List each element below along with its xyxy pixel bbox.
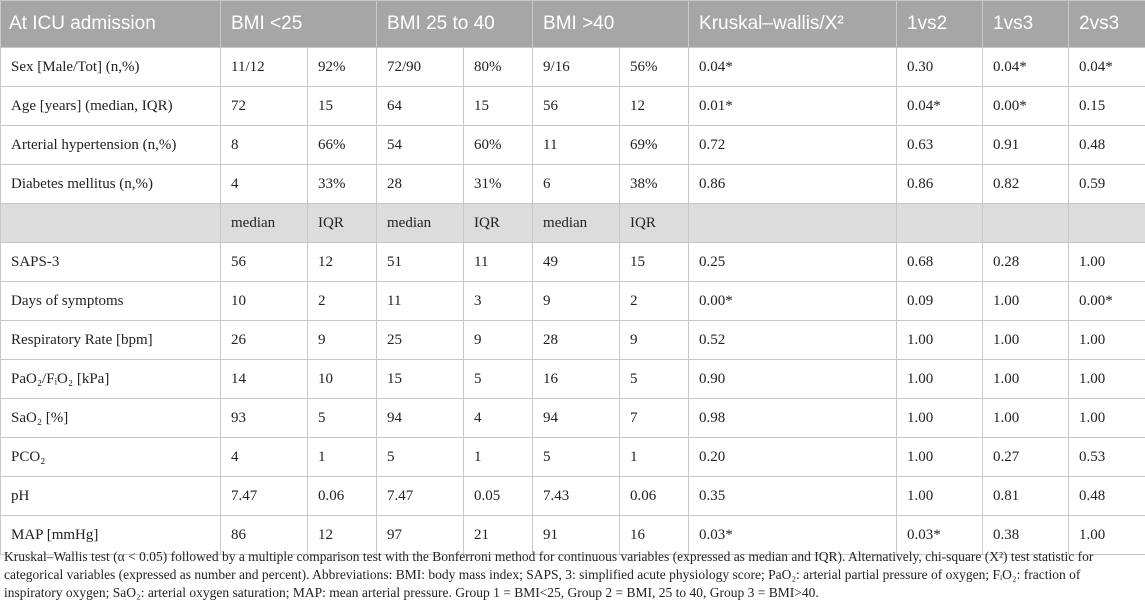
table-cell: 9 [308, 321, 377, 360]
table-row [1, 48, 1145, 87]
table-cell: 12 [308, 516, 377, 555]
table-cell: 26 [221, 321, 308, 360]
table-cell: 15 [620, 243, 689, 282]
header-bmi-under-25: BMI <25 [221, 1, 377, 48]
table-cell: 2 [620, 282, 689, 321]
table-cell: 0.04* [689, 48, 897, 87]
table-cell: 3 [464, 282, 533, 321]
table-cell: 16 [533, 360, 620, 399]
table-cell: 5 [620, 360, 689, 399]
table-cell: 0.09 [897, 282, 983, 321]
table-cell: 0.52 [689, 321, 897, 360]
row-label: SAPS-3 [1, 243, 221, 282]
table-cell: 86 [221, 516, 308, 555]
table-cell: 10 [221, 282, 308, 321]
table-cell: 9 [533, 282, 620, 321]
table-cell: 56% [620, 48, 689, 87]
subheader-cell [983, 204, 1069, 243]
table-cell: 0.06 [620, 477, 689, 516]
table-cell: 91 [533, 516, 620, 555]
table-cell: 0.35 [689, 477, 897, 516]
header-bmi-25-to-40: BMI 25 to 40 [377, 1, 533, 48]
row-label: Arterial hypertension (n,%) [1, 126, 221, 165]
table-cell: 16 [620, 516, 689, 555]
table-cell: 0.98 [689, 399, 897, 438]
table-cell: 1.00 [897, 399, 983, 438]
table-cell: 12 [308, 243, 377, 282]
subheader-cell: median [221, 204, 308, 243]
table-cell: 5 [308, 399, 377, 438]
table-cell: 0.90 [689, 360, 897, 399]
table-cell: 5 [533, 438, 620, 477]
header-2vs3: 2vs3 [1069, 1, 1145, 48]
table-cell: 1 [464, 438, 533, 477]
table-cell: 49 [533, 243, 620, 282]
subheader-cell: IQR [620, 204, 689, 243]
subheader-row [1, 204, 1145, 243]
row-label: SaO₂ [%] [1, 399, 221, 438]
table-cell: 94 [533, 399, 620, 438]
table-cell: 54 [377, 126, 464, 165]
header-1vs2: 1vs2 [897, 1, 983, 48]
table-cell: 0.38 [983, 516, 1069, 555]
continuous-rows [1, 243, 1145, 555]
table-cell: 0.06 [308, 477, 377, 516]
table-cell: 0.82 [983, 165, 1069, 204]
table-cell: 0.48 [1069, 477, 1145, 516]
row-label: Age [years] (median, IQR) [1, 87, 221, 126]
table-cell: 0.48 [1069, 126, 1145, 165]
table-cell: 1.00 [897, 321, 983, 360]
table-cell: 0.03* [689, 516, 897, 555]
table-cell: 69% [620, 126, 689, 165]
table-cell: 4 [464, 399, 533, 438]
subheader-cell [689, 204, 897, 243]
table-cell: 0.86 [689, 165, 897, 204]
table-cell: 0.30 [897, 48, 983, 87]
table-cell: 97 [377, 516, 464, 555]
subheader-cell: median [377, 204, 464, 243]
table-cell: 1 [308, 438, 377, 477]
table-cell: 64 [377, 87, 464, 126]
table-cell: 51 [377, 243, 464, 282]
table-cell: 10 [308, 360, 377, 399]
table-cell: 1.00 [1069, 516, 1145, 555]
subheader-cell [1069, 204, 1145, 243]
table-cell: 2 [308, 282, 377, 321]
table-cell: 33% [308, 165, 377, 204]
row-label: Diabetes mellitus (n,%) [1, 165, 221, 204]
table-cell: 0.53 [1069, 438, 1145, 477]
table-cell: 0.25 [689, 243, 897, 282]
table-cell: 0.00* [689, 282, 897, 321]
table-cell: 11/12 [221, 48, 308, 87]
table-cell: 92% [308, 48, 377, 87]
table-cell: 7.43 [533, 477, 620, 516]
table-cell: 1.00 [983, 321, 1069, 360]
table-cell: 1.00 [897, 477, 983, 516]
table-row [1, 399, 1145, 438]
table-cell: 0.00* [983, 87, 1069, 126]
table-cell: 1.00 [1069, 243, 1145, 282]
subheader-cell: IQR [464, 204, 533, 243]
table-cell: 0.28 [983, 243, 1069, 282]
table-cell: 28 [377, 165, 464, 204]
table-cell: 12 [620, 87, 689, 126]
table-cell: 0.63 [897, 126, 983, 165]
table-cell: 0.59 [1069, 165, 1145, 204]
categorical-rows [1, 48, 1145, 204]
table-cell: 56 [221, 243, 308, 282]
table-header-row [1, 1, 1145, 48]
table-cell: 31% [464, 165, 533, 204]
table-cell: 60% [464, 126, 533, 165]
table-cell: 9 [620, 321, 689, 360]
row-label: Sex [Male/Tot] (n,%) [1, 48, 221, 87]
table-cell: 15 [377, 360, 464, 399]
table-cell: 0.68 [897, 243, 983, 282]
table-cell: 0.04* [1069, 48, 1145, 87]
table-cell: 14 [221, 360, 308, 399]
table-cell: 28 [533, 321, 620, 360]
table-cell: 8 [221, 126, 308, 165]
table-cell: 0.04* [897, 87, 983, 126]
table-cell: 0.03* [897, 516, 983, 555]
table-cell: 9/16 [533, 48, 620, 87]
table-cell: 4 [221, 165, 308, 204]
subheader-cell [1, 204, 221, 243]
subheader-cell: median [533, 204, 620, 243]
table-cell: 0.91 [983, 126, 1069, 165]
header-at-icu-admission: At ICU admission [1, 1, 221, 48]
table-cell: 1.00 [1069, 321, 1145, 360]
table-cell: 72/90 [377, 48, 464, 87]
table-cell: 72 [221, 87, 308, 126]
table-cell: 0.15 [1069, 87, 1145, 126]
table-cell: 9 [464, 321, 533, 360]
table-cell: 1.00 [983, 399, 1069, 438]
table-cell: 0.01* [689, 87, 897, 126]
table-cell: 7 [620, 399, 689, 438]
table-cell: 4 [221, 438, 308, 477]
subheader-rows [1, 204, 1145, 243]
table-cell: 1.00 [983, 360, 1069, 399]
table-cell: 25 [377, 321, 464, 360]
table-row [1, 282, 1145, 321]
table-cell: 6 [533, 165, 620, 204]
table-row [1, 165, 1145, 204]
table-cell: 1 [620, 438, 689, 477]
table-cell: 0.72 [689, 126, 897, 165]
table-row [1, 477, 1145, 516]
row-label: PaO₂/FᵢO₂ [kPa] [1, 360, 221, 399]
table-cell: 1.00 [983, 282, 1069, 321]
table-cell: 5 [464, 360, 533, 399]
table-cell: 66% [308, 126, 377, 165]
row-label: Respiratory Rate [bpm] [1, 321, 221, 360]
table-cell: 11 [377, 282, 464, 321]
table-cell: 1.00 [897, 360, 983, 399]
header-kruskal-wallis: Kruskal–wallis/X² [689, 1, 897, 48]
table-cell: 1.00 [897, 438, 983, 477]
header-1vs3: 1vs3 [983, 1, 1069, 48]
table-cell: 0.20 [689, 438, 897, 477]
table-cell: 5 [377, 438, 464, 477]
row-label: pH [1, 477, 221, 516]
table-cell: 0.86 [897, 165, 983, 204]
subheader-cell [897, 204, 983, 243]
table-row [1, 360, 1145, 399]
table-cell: 0.04* [983, 48, 1069, 87]
table-cell: 80% [464, 48, 533, 87]
table-cell: 0.05 [464, 477, 533, 516]
table-cell: 93 [221, 399, 308, 438]
header-bmi-over-40: BMI >40 [533, 1, 689, 48]
table-row [1, 87, 1145, 126]
table-cell: 1.00 [1069, 360, 1145, 399]
table-cell: 0.81 [983, 477, 1069, 516]
table-cell: 38% [620, 165, 689, 204]
table-row [1, 126, 1145, 165]
table-cell: 0.00* [1069, 282, 1145, 321]
table-cell: 11 [533, 126, 620, 165]
row-label: MAP [mmHg] [1, 516, 221, 555]
table-cell: 94 [377, 399, 464, 438]
table-row [1, 321, 1145, 360]
table-cell: 15 [464, 87, 533, 126]
subheader-cell: IQR [308, 204, 377, 243]
row-label: PCO₂ [1, 438, 221, 477]
table-footnote: Kruskal–Wallis test (α < 0.05) followed by a multiple comparison test with the Bonferroni method for continuous variables (expressed as median and IQR). Alternatively, chi-square (X²) test statistic for categorical variables (expressed as number and percent). Abbreviations: BMI: body mass index; SAPS, 3: simplified acute physiology score; PaO₂: arterial partial pressure of oxygen; FᵢO₂: fraction of inspiratory oxygen; SaO₂: arterial oxygen saturation; MAP: mean arterial pressure. Group 1 = BMI<25, Group 2 = BMI, 25 to 40, Group 3 = BMI>40. [4, 549, 1094, 600]
table-cell: 1.00 [1069, 399, 1145, 438]
table-cell: 11 [464, 243, 533, 282]
table-cell: 21 [464, 516, 533, 555]
table-cell: 7.47 [377, 477, 464, 516]
table-cell: 7.47 [221, 477, 308, 516]
table-cell: 56 [533, 87, 620, 126]
table-row [1, 438, 1145, 477]
table-cell: 15 [308, 87, 377, 126]
row-label: Days of symptoms [1, 282, 221, 321]
table-row [1, 243, 1145, 282]
table-cell: 0.27 [983, 438, 1069, 477]
